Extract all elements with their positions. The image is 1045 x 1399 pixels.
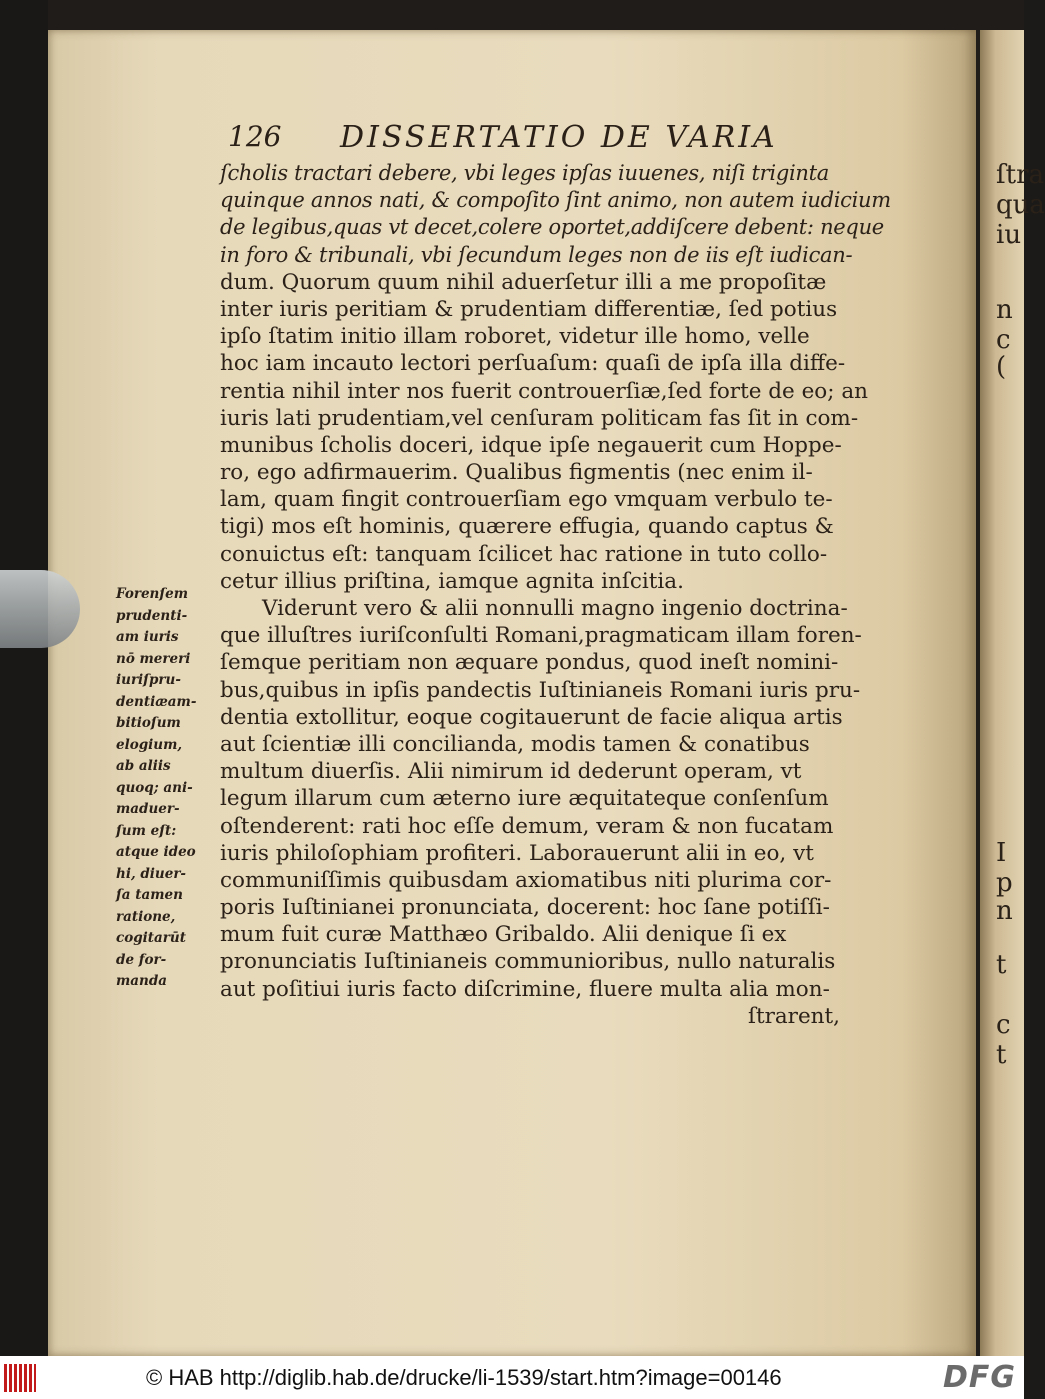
adjacent-fragment: (	[996, 352, 1007, 382]
dfg-logo: DFG	[942, 1360, 1016, 1395]
scan-background-left	[0, 0, 48, 1356]
text-line: bus,quibus in ipſis pandectis Iuſtinianeis Romani iuris pru-	[220, 677, 861, 703]
text-line: tigi) mos eſt hominis, quærere effugia, quando captus &	[220, 514, 834, 540]
margin-line: iuriſpru-	[116, 672, 181, 688]
text-line: rentia nihil inter nos fuerit controuerſiæ,ſed forte de eo; an	[220, 378, 868, 404]
margin-line: elogium,	[116, 736, 183, 753]
margin-note	[116, 584, 224, 993]
adjacent-fragment: iu	[996, 220, 1022, 250]
text-line: pronunciatis Iuſtinianeis communioribus, nullo naturalis	[220, 949, 836, 975]
margin-line: ab aliis	[116, 758, 171, 774]
text-line: aut poſitiui iuris facto diſcrimine, fluere multa alia mon-	[220, 976, 830, 1002]
margin-line: nō mereri	[116, 650, 191, 667]
text-line: mum fuit curæ Matthæo Gribaldo. Alii denique ſi ex	[220, 922, 787, 948]
text-line: lam, quam fingit controuerſiam ego vmquam verbulo te-	[220, 487, 833, 513]
text-line: quinque annos nati, & compoſito ſint animo, non autem iudicium	[220, 188, 891, 213]
text-line: multum diuerſis. Alii nimirum id dederunt operam, vt	[220, 759, 802, 785]
text-line: que illuſtres iuriſconſulti Romani,pragmaticam illam foren-	[220, 623, 862, 649]
hab-barcode-icon	[4, 1364, 36, 1392]
text-line: ſemque peritiam non æquare pondus, quod ineſt nomini-	[220, 650, 839, 676]
adjacent-fragment: p	[996, 868, 1013, 898]
margin-line: ratione,	[116, 908, 176, 925]
adjacent-fragment: qua	[996, 190, 1045, 220]
text-line: de legibus,quas vt decet,colere oportet,addiſcere debent: neque	[220, 215, 884, 240]
margin-line: hi, diuer-	[116, 865, 187, 882]
margin-line: prudenti-	[116, 607, 188, 624]
text-line: iuris lati prudentiam,vel cenſuram politicam fas ſit in com-	[220, 405, 859, 431]
text-line: iuris philoſophiam profiteri. Laborauerunt alii in eo, vt	[220, 840, 814, 866]
adjacent-fragment: t	[996, 1040, 1007, 1070]
page-number: 126	[228, 120, 282, 153]
citation-link[interactable]: © HAB http://diglib.hab.de/drucke/li-1539/start.htm?image=00146	[146, 1364, 782, 1390]
adjacent-page-edge	[980, 30, 1045, 1356]
adjacent-fragment: t	[996, 950, 1007, 980]
margin-line: manda	[116, 973, 168, 989]
margin-line: ſum eſt:	[116, 822, 177, 839]
adjacent-fragment: c	[996, 325, 1011, 355]
footer-bar	[0, 1356, 1024, 1399]
margin-line: de for-	[116, 951, 167, 968]
adjacent-fragment: I	[996, 838, 1007, 868]
text-line: ro, ego adfirmauerim. Qualibus figmentis (nec enim il-	[220, 460, 813, 486]
margin-line: bitioſum	[116, 715, 181, 731]
margin-line: am iuris	[116, 629, 179, 645]
text-line: hoc iam incauto lectori perſuaſum: quaſi de ipſa illa diffe-	[220, 351, 846, 377]
adjacent-fragment: c	[996, 1010, 1011, 1040]
text-line: ſcholis tractari debere, vbi leges ipſas iuuenes, niſi triginta	[220, 161, 829, 185]
margin-line: cogitarūt	[116, 930, 186, 946]
margin-line: quoq; ani-	[116, 779, 193, 796]
text-line: ipſo ſtatim initio illam roboret, videtur ille homo, velle	[220, 324, 810, 350]
text-line: poris Iuſtinianei pronunciata, docerent: hoc ſane potiſſi-	[220, 895, 830, 921]
text-line: aut ſcientiæ illi concilianda, modis tamen & conatibus	[220, 731, 810, 757]
text-line: conuictus eſt: tanquam ſcilicet hac ratione in tuto collo-	[220, 541, 828, 567]
adjacent-fragment: n	[996, 295, 1013, 325]
text-line: legum illarum cum æterno iure æquitateque conſenſum	[220, 786, 829, 812]
margin-line: dentiæam-	[116, 693, 197, 710]
text-line: in foro & tribunali, vbi ſecundum leges non de iis eſt iudican-	[220, 242, 853, 267]
text-line: oſtenderent: rati hoc eſſe demum, veram & non fucatam	[220, 813, 834, 839]
text-line: Viderunt vero & alii nonnulli magno ingenio doctrina-	[262, 596, 848, 621]
text-line: munibus ſcholis doceri, idque ipſe negauerit cum Hoppe-	[220, 432, 842, 458]
page-clip	[0, 570, 80, 648]
text-line: communiſſimis quibusdam axiomatibus niti plurima cor-	[220, 867, 832, 893]
text-line: dum. Quorum quum nihil aduerſetur illi a me propoſitæ	[220, 269, 827, 295]
body-text	[220, 160, 891, 1030]
text-line: inter iuris peritiam & prudentiam differentiæ, ſed potius	[220, 296, 838, 322]
margin-line: Forenſem	[116, 586, 189, 602]
running-title: DISSERTATIO DE VARIA	[340, 120, 778, 155]
text-line: cetur illius priſtina, iamque agnita inſcitia.	[220, 568, 684, 594]
text-line: dentia extollitur, eoque cogitauerunt de facie aliqua artis	[220, 704, 843, 730]
margin-line: maduer-	[116, 801, 180, 817]
catchword: ſtrarent,	[747, 1003, 840, 1029]
margin-line: ſa tamen	[116, 887, 183, 903]
adjacent-fragment: ſtra	[996, 160, 1045, 190]
margin-line: atque ideo	[116, 844, 196, 860]
adjacent-fragment: n	[996, 896, 1013, 926]
